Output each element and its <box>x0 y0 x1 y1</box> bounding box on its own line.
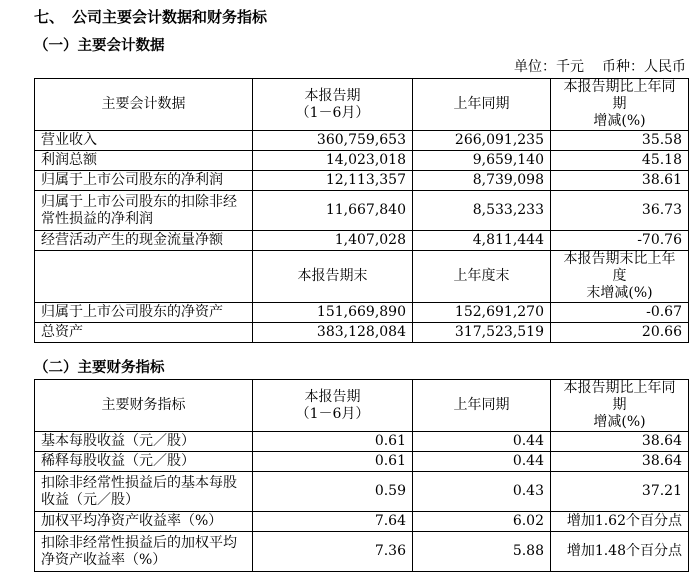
table-row <box>35 452 689 472</box>
current-value: 1,407,028 <box>253 231 413 251</box>
change-value: 45.18 <box>551 151 689 171</box>
current-value: 0.61 <box>253 432 413 452</box>
current-value: 0.61 <box>253 452 413 472</box>
empty-cell <box>35 251 253 303</box>
table-row <box>35 323 689 343</box>
table-subheader-row <box>35 251 689 303</box>
table-header-row <box>35 79 689 131</box>
header-cell: 主要财务指标 <box>35 380 253 432</box>
current-value: 360,759,653 <box>253 131 413 151</box>
table-row <box>35 512 689 532</box>
prior-value: 6.02 <box>413 512 551 532</box>
prior-value: 0.43 <box>413 472 551 512</box>
header-cell: 本报告期 （1－6月） <box>253 79 413 131</box>
prior-value: 8,533,233 <box>413 191 551 231</box>
current-value: 0.59 <box>253 472 413 512</box>
prior-value: 5.88 <box>413 532 551 572</box>
current-value: 14,023,018 <box>253 151 413 171</box>
table-row <box>35 432 689 452</box>
financial-indicators-table <box>34 379 689 572</box>
row-label: 归属于上市公司股东的净资产 <box>35 303 253 323</box>
header-cell: 本报告期末比上年度 末增减(%) <box>551 251 689 303</box>
row-label: 营业收入 <box>35 131 253 151</box>
prior-value: 266,091,235 <box>413 131 551 151</box>
row-label: 归属于上市公司股东的净利润 <box>35 171 253 191</box>
current-value: 11,667,840 <box>253 191 413 231</box>
change-value: 38.64 <box>551 432 689 452</box>
subsection-title-indicators: （二）主要财务指标 <box>34 359 165 376</box>
header-cell: 本报告期 （1－6月） <box>253 380 413 432</box>
subsection-title-accounting: （一）主要会计数据 <box>34 37 165 54</box>
current-value: 383,128,084 <box>253 323 413 343</box>
prior-value: 4,811,444 <box>413 231 551 251</box>
table-row <box>35 151 689 171</box>
table-header-row <box>35 380 689 432</box>
current-value: 12,113,357 <box>253 171 413 191</box>
prior-value: 9,659,140 <box>413 151 551 171</box>
change-value: 38.64 <box>551 452 689 472</box>
row-label: 总资产 <box>35 323 253 343</box>
unit-line <box>496 56 686 76</box>
table-row <box>35 131 689 151</box>
change-value: -0.67 <box>551 303 689 323</box>
section-number: 七、 <box>34 8 65 26</box>
current-value: 7.36 <box>253 532 413 572</box>
row-label: 扣除非经常性损益后的基本每股 收益（元／股） <box>35 472 253 512</box>
table-row <box>35 191 689 231</box>
row-label: 基本每股收益（元／股） <box>35 432 253 452</box>
header-cell: 主要会计数据 <box>35 79 253 131</box>
accounting-data-table <box>34 78 689 343</box>
change-value: 增加1.48个百分点 <box>551 532 689 572</box>
row-label: 经营活动产生的现金流量净额 <box>35 231 253 251</box>
change-value: 35.58 <box>551 131 689 151</box>
row-label: 扣除非经常性损益后的加权平均 净资产收益率（%） <box>35 532 253 572</box>
change-value: 38.61 <box>551 171 689 191</box>
current-value: 151,669,890 <box>253 303 413 323</box>
table-row <box>35 472 689 512</box>
table-row <box>35 532 689 572</box>
table-row <box>35 171 689 191</box>
change-value: 37.21 <box>551 472 689 512</box>
prior-value: 0.44 <box>413 432 551 452</box>
row-label: 加权平均净资产收益率（%） <box>35 512 253 532</box>
prior-value: 8,739,098 <box>413 171 551 191</box>
change-value: 20.66 <box>551 323 689 343</box>
unit-label: 单位：千元 <box>514 59 584 75</box>
currency-label: 币种：人民币 <box>602 59 686 75</box>
header-cell: 本报告期末 <box>253 251 413 303</box>
table-row <box>35 303 689 323</box>
prior-value: 152,691,270 <box>413 303 551 323</box>
header-cell: 上年度末 <box>413 251 551 303</box>
prior-value: 317,523,519 <box>413 323 551 343</box>
row-label: 稀释每股收益（元／股） <box>35 452 253 472</box>
change-value: -70.76 <box>551 231 689 251</box>
header-cell: 上年同期 <box>413 380 551 432</box>
prior-value: 0.44 <box>413 452 551 472</box>
row-label: 归属于上市公司股东的扣除非经 常性损益的净利润 <box>35 191 253 231</box>
header-cell: 本报告期比上年同期 增减(%) <box>551 380 689 432</box>
section-title-text: 公司主要会计数据和财务指标 <box>72 8 268 26</box>
header-cell: 本报告期比上年同期 增减(%) <box>551 79 689 131</box>
header-cell: 上年同期 <box>413 79 551 131</box>
section-title <box>34 6 267 27</box>
current-value: 7.64 <box>253 512 413 532</box>
change-value: 增加1.62个百分点 <box>551 512 689 532</box>
row-label: 利润总额 <box>35 151 253 171</box>
table-row <box>35 231 689 251</box>
change-value: 36.73 <box>551 191 689 231</box>
